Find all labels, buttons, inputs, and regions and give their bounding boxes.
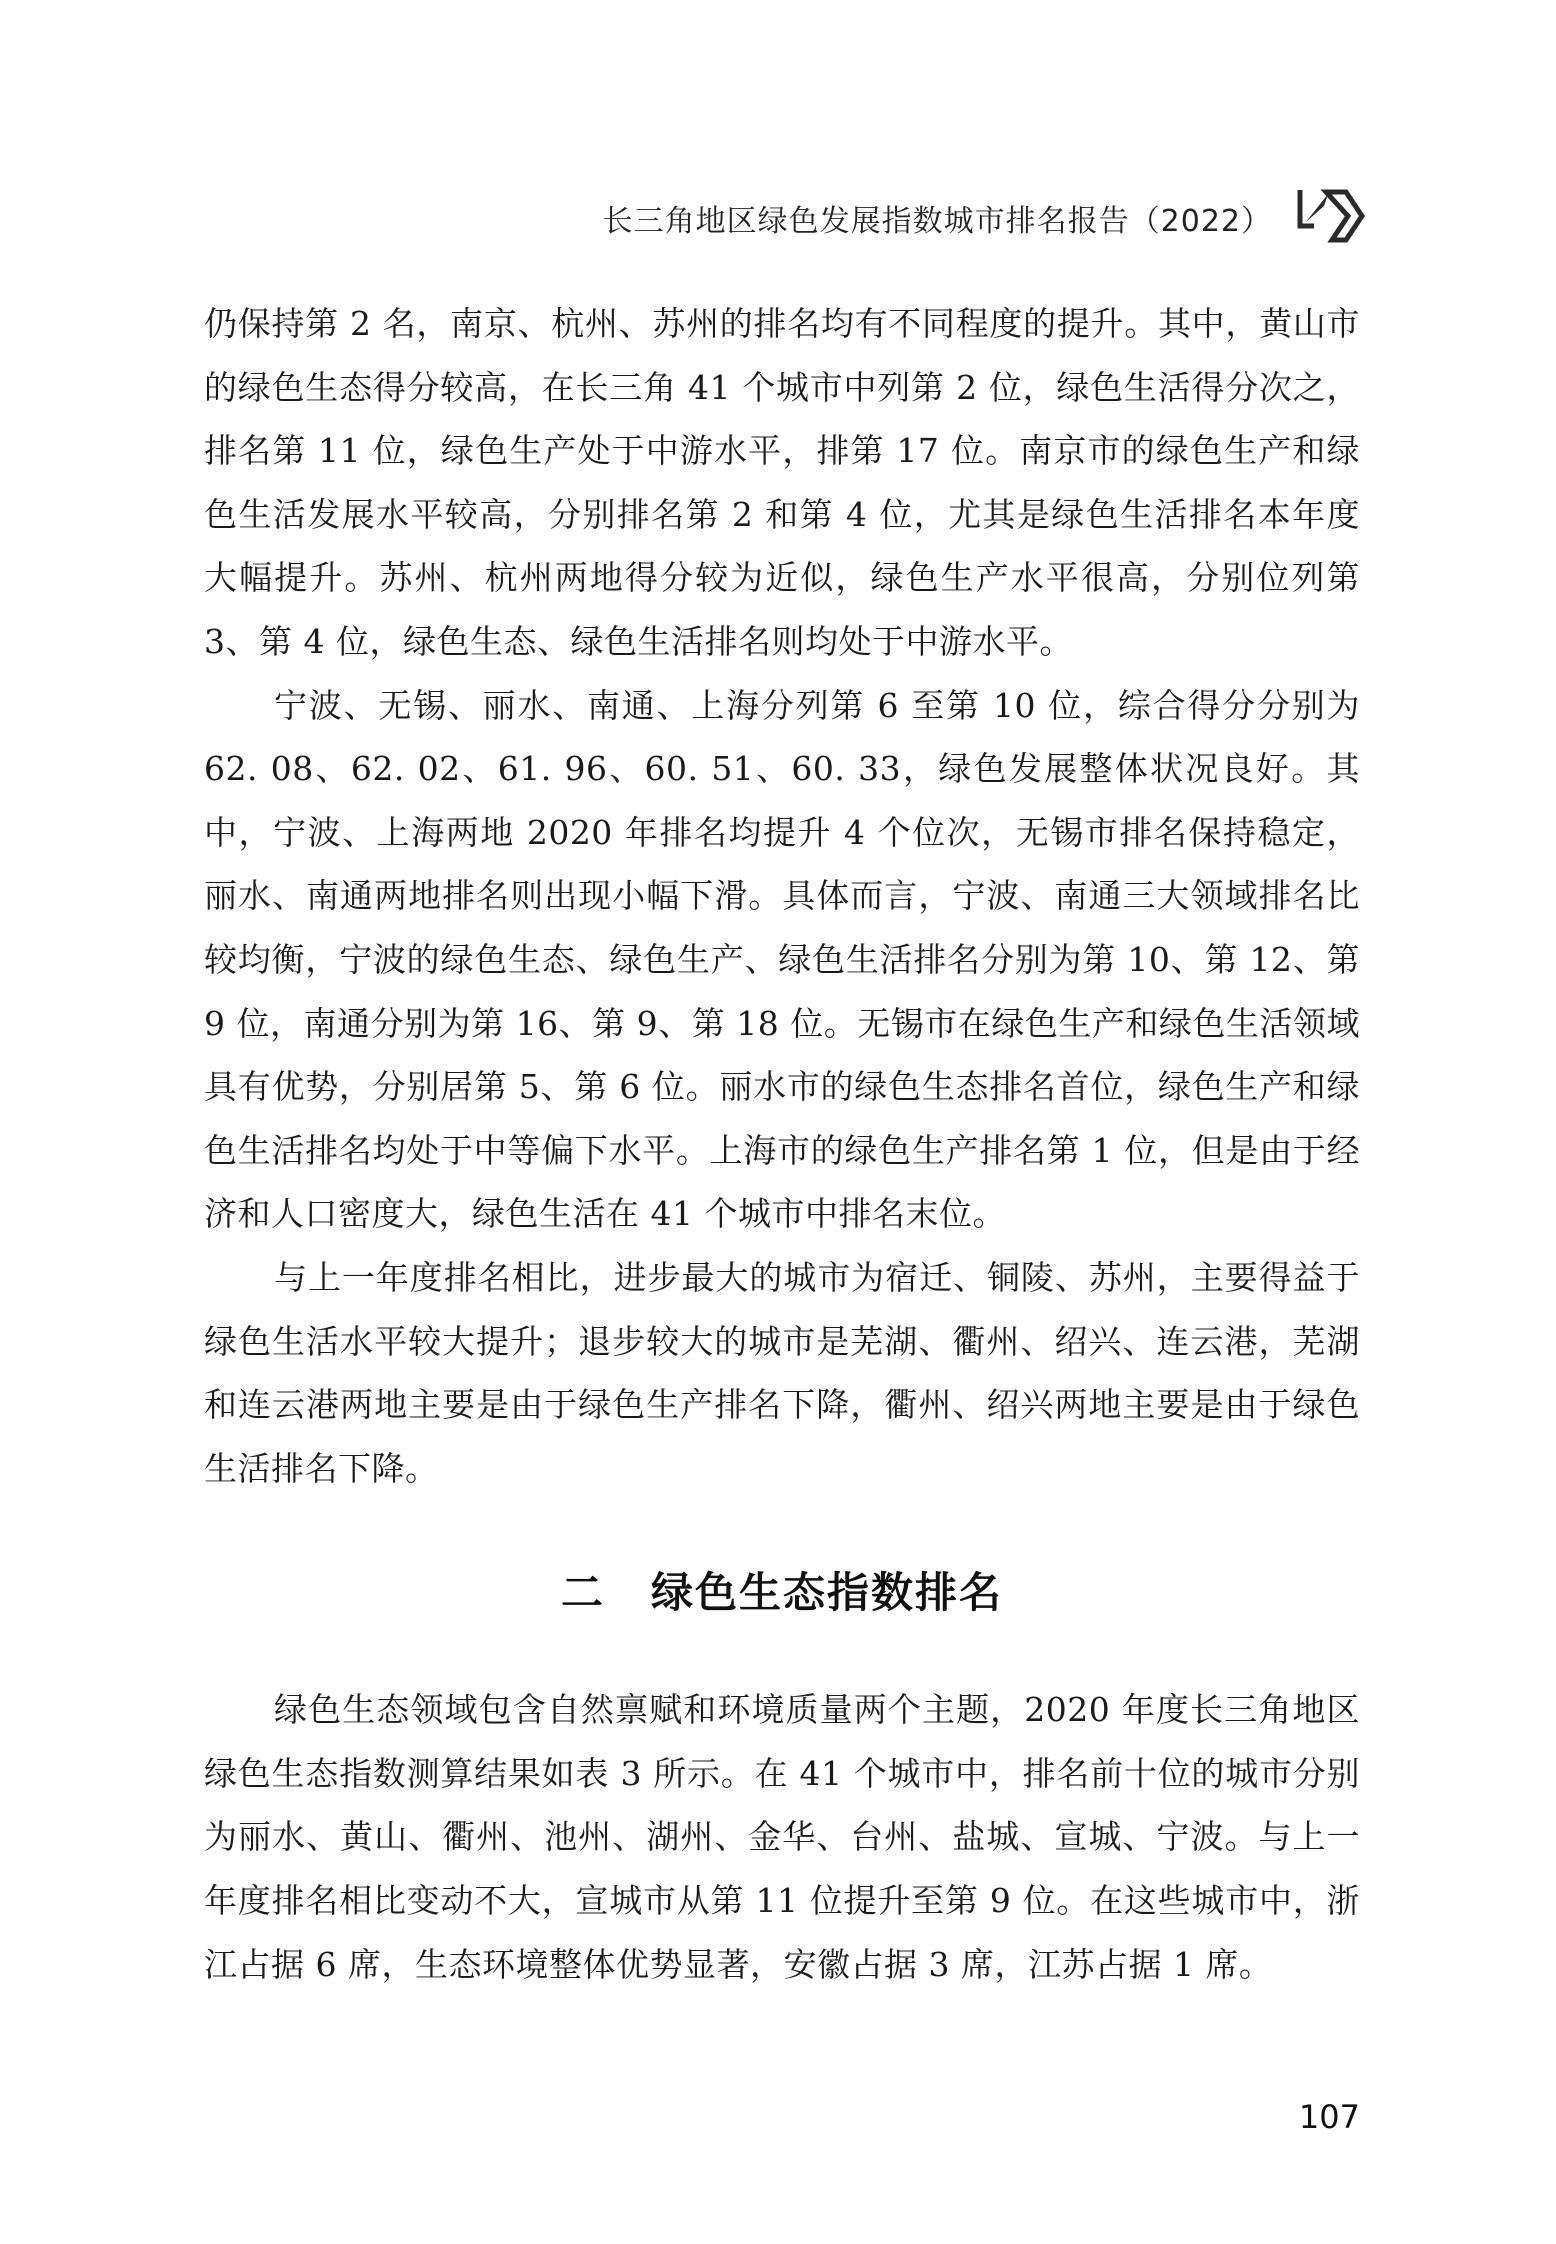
paragraph-3: 与上一年度排名相比，进步最大的城市为宿迁、铜陵、苏州，主要得益于绿色生活水平较大提升；退步较大的城市是芜湖、衢州、绍兴、连云港，芜湖和连云港两地主要是由于绿色生产排名下降，衢州、绍兴两地主要是由于绿色生活排名下降。 <box>204 1257 1360 1488</box>
section-number: 二 <box>560 1568 605 1618</box>
paragraph-4: 绿色生态领域包含自然禀赋和环境质量两个主题，2020 年度长三角地区绿色生态指数测算结果如表 3 所示。在 41 个城市中，排名前十位的城市分别为丽水、黄山、衢州、池州、湖州、金华、台州、盐城、宣城、宁波。与上一年度排名相比变动不大，宣城市从第 11 位提升至第 9 位。在这些城市中，浙江占据 6 席，生态环境整体优势显著，安徽占据 3 席，江苏占据 1 席。 <box>204 1690 1360 1984</box>
running-header: 长三角地区绿色发展指数城市排名报告（2022） <box>602 204 1272 239</box>
section-heading <box>204 1560 1360 1620</box>
page-body <box>204 292 1360 1996</box>
paragraph-1: 仍保持第 2 名，南京、杭州、苏州的排名均有不同程度的提升。其中，黄山市的绿色生态得分较高，在长三角 41 个城市中列第 2 位，绿色生活得分次之，排名第 11 位，绿色生产处于中游水平，排第 17 位。南京市的绿色生产和绿色生活发展水平较高，分别排名第 2 和第 4 位，尤其是绿色生活排名本年度大幅提升。苏州、杭州两地得分较为近似，绿色生产水平很高，分别位列第 3、第 4 位，绿色生态、绿色生活排名则均处于中游水平。 <box>204 304 1360 661</box>
chapter-arrow-icon <box>1296 186 1366 246</box>
paragraph-2: 宁波、无锡、丽水、南通、上海分列第 6 至第 10 位，综合得分分别为 62. 08、62. 02、61. 96、60. 51、60. 33，绿色发展整体状况良好。其中，宁波、上海两地 2020 年排名均提升 4 个位次，无锡市排名保持稳定，丽水、南通两地排名则出现小幅下滑。具体而言，宁波、南通三大领域排名比较均衡，宁波的绿色生态、绿色生产、绿色生活排名分别为第 10、第 12、第 9 位，南通分别为第 16、第 9、第 18 位。无锡市在绿色生产和绿色生活领域具有优势，分别居第 5、第 6 位。丽水市的绿色生态排名首位，绿色生产和绿色生活排名均处于中等偏下水平。上海市的绿色生产排名第 1 位，但是由于经济和人口密度大，绿色生活在 41 个城市中排名末位。 <box>204 685 1360 1234</box>
section-title: 绿色生态指数排名 <box>651 1568 1004 1618</box>
page-number: 107 <box>1298 2098 1360 2136</box>
